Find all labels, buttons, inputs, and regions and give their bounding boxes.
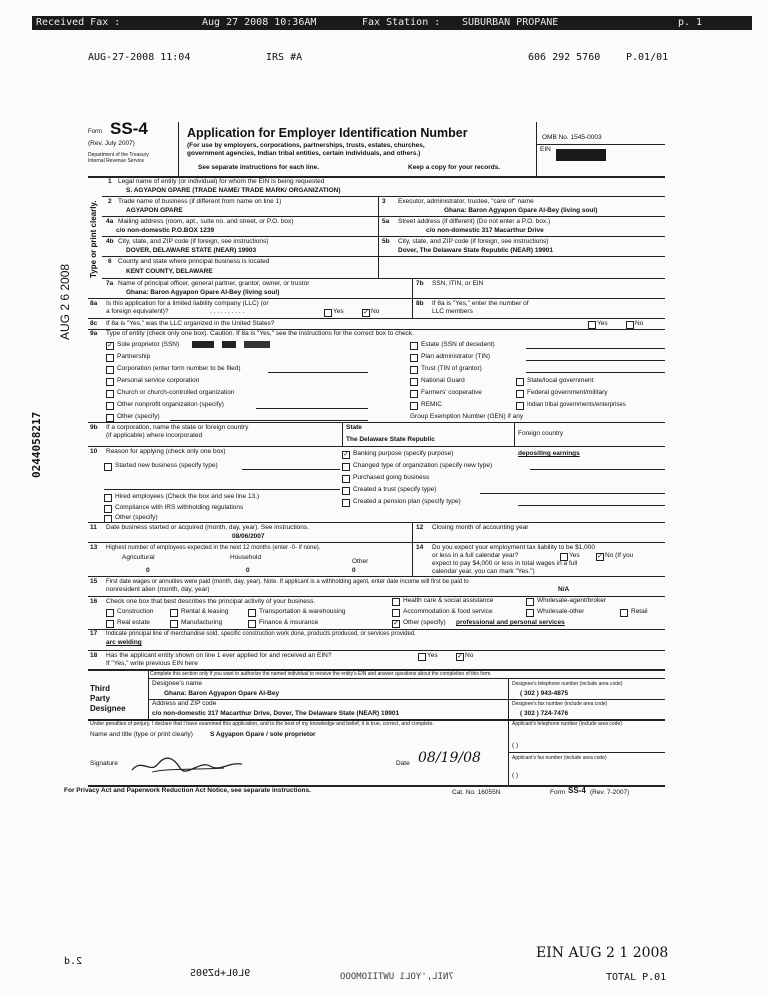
received-date-stamp: AUG 2 6 2008 bbox=[58, 263, 72, 340]
line7b-label: SSN, ITIN, or EIN bbox=[432, 280, 484, 287]
line18-label: Has the applicant entity shown on line 1 ever applied for and received an EIN? bbox=[106, 652, 332, 659]
activity-wholesale-other-checkbox[interactable] bbox=[526, 609, 534, 617]
signature-scrawl bbox=[128, 754, 248, 776]
reason-purchased-checkbox[interactable] bbox=[342, 475, 350, 483]
line18-no-checkbox[interactable]: ✓ bbox=[457, 653, 463, 660]
line14-text-2: or less in a full calendar year? bbox=[432, 552, 519, 559]
reason-pension: Created a pension plan (specify type) bbox=[353, 498, 461, 505]
entity-nonprofit-checkbox[interactable] bbox=[106, 402, 114, 410]
line5b-value: Dover, The Delaware State Republic (NEAR) 19901 bbox=[398, 247, 553, 254]
group-exemption-label: Group Exemption Number (GEN) if any bbox=[410, 413, 524, 420]
employees-household-label: Household bbox=[230, 554, 262, 561]
foreign-country-label: Foreign country bbox=[518, 430, 564, 437]
line8a-label-1: Is this application for a limited liability company (LLC) (or bbox=[106, 300, 269, 307]
designee-tel-value: ( 302 ) 943-4875 bbox=[520, 690, 569, 697]
name-title-label: Name and title (type or print clearly) bbox=[90, 731, 193, 738]
line15-label-2: nonresident alien (month, day, year) bbox=[106, 586, 210, 593]
entity-sole-proprietor: Sole proprietor (SSN) bbox=[117, 341, 180, 348]
entity-corporation: Corporation (enter form number to be filed) bbox=[117, 365, 241, 372]
reason-purchased: Purchased going business bbox=[353, 474, 430, 481]
form-ref: SS-4 bbox=[568, 786, 586, 795]
line14-no-checkbox[interactable]: ✓ bbox=[597, 553, 603, 560]
applicant-fax-label: Applicant's fax number (include area code) bbox=[512, 755, 607, 761]
activity-construction: Construction bbox=[117, 608, 154, 615]
line3-value: Ghana: Baron Agyapon Gpare Al-Bey (living soul) bbox=[444, 207, 598, 214]
document-number: 0244058217 bbox=[30, 411, 43, 478]
activity-finance: Finance & insurance bbox=[259, 619, 319, 626]
reason-started-business-checkbox[interactable] bbox=[104, 463, 112, 471]
entity-plan-admin: Plan administrator (TIN) bbox=[421, 353, 490, 360]
line8a-yes-checkbox[interactable] bbox=[324, 309, 332, 317]
line4a-value: c/o non-domestic P.O.BOX 1239 bbox=[116, 227, 215, 234]
activity-real-estate: Real estate bbox=[117, 619, 150, 626]
line10-label: Reason for applying (check only one box) bbox=[106, 448, 226, 455]
fax-received-label: Received Fax : bbox=[36, 17, 121, 28]
line14-text-4: calendar year, you can mark "Yes.") bbox=[432, 568, 535, 575]
ss4-form: Form SS-4 (Rev. July 2007) Department of the Treasury Internal Revenue Service Application for Employer Identification Number (For use by employers, corporations, partnerships, trusts, estates, churches, government agencies, Indian tribal entities, certain individuals, and others.) See separate instructions for each line. Keep a copy for your records. OMB No. 1545-0003 EIN Type or print clearly. 1 Legal name of entity (or individual) for whom the EIN is being requested S. AGYAPON GPARE (TRADE NAME/ TRADE MARK/ ORGANIZATION) 2 Trade name of business (if different from name on line 1) AGYAPON GPARE 3 Executor, administrator, trustee, "care of" name Ghana: Baron Agyapon Gpare Al-Bey (living soul) 4a Mailing address (room, apt., suite no. and street, or P.O. box) c/o non-domestic P.O.BOX 1239 5a Street address (if different) (Do not enter a P.O. box.) c/o non-domestic 317 Macarthur Drive 4b City, state, and ZIP code (if foreign, see instructions) DOVER, DELAWARE STATE (NEAR) 19903 5b City, state, and ZIP code (if foreign, see instructions) Dover, The Delaware State Republic (NEAR) 19901 6 County and state where principal business is located KENT COUNTY, DELAWARE 7a Name of principal officer, general partner, grantor, owner, or trustor Ghana: Baron Agyapon Gpare Al-Bey (living soul) 7b SSN, ITIN, or EIN 8a Is this application for a limited liability company (LLC) (or a foreign equivalent)? . . . . . . . . . . Yes ✓ No 8b If 8a is "Yes," enter the number of LLC members 8c If 8a is "Yes," was the LLC organized in the United States? Yes No 9a Type of entity (check only one box). Caution. If 8a is "Yes," see the instructions for the correct box to check. ✓ Sole proprietor (SSN) Partnership Corporation (enter form number to be filed) Personal service corporation Church or church-controlled organization Other nonprofit organization (specify) Other (specify) Estate (SSN of decedent) Plan administrator (TIN) Trust (TIN of grantor) National Guard Farmers' cooperative REMIC State/local government Federal government/military Indian tribal governments/enterprises Group Exemption Number (GEN) if any 9b If a corporation, name the state or foreign country (if applicable) where incorporated State The Delaware State Republic Foreign country 10 Reason for applying (check only one box) Started new business (specify type) Hired employees (Check the box and see line 13.) Compliance with IRS withholding regulations Other (specify) ✓ Banking purpose (specify purpose) depositing earnings Changed type of organization (specify new type) Purchased going business Created a trust (specify type) Created a pension plan (specify type) 11 Date business started or acquired (month, day, year). See instructions. 08/06/2007 12 Closing month of accounting year 13 Highest number of employees expected in the next 12 months (enter -0- if none). Agricultural Household Other 0 0 0 14 Do you expect your employment tax liability to be $1,000 or less in a full calendar year? Yes ✓ No (If you expect to pay $4,000 or less in total wages in a full calendar year, you can mark "Yes.") 15 First date wages or annuities were paid (month, day, year). Note. If applicant is a withholding agent, enter date income will first be paid to nonresident alien (month, day, year) N/A 16 Check one box that best describes the principal activity of your business. Construction Rental & leasing Transportation & warehousing Health care & social assistance Wholesale-agent/broker Real estate Manufacturing Finance & insurance Accommodation & food service Wholesale-other Retail ✓ Other (specify) professional and personal services 17 Indicate principal line of merchandise sold, specific construction work done, products produced, or services provided. arc welding 18 Has the applicant entity shown on line 1 ever applied for and received an EIN? Yes ✓ No If "Yes," write previous EIN here Complete this section only if you want to authorize the named individual to receive the entity's EIN and answer questions about the completion of this form. Third Party Designee Designee's name Ghana: Baron Agyapon Gpare Al-Bey Designee's telephone number (include area code) ( 302 ) 943-4875 Address and ZIP code c/o non-domestic 317 Macarthur Drive, Dover, The Delaware State (NEAR) 19901 Designee's fax number (include area code) ( 302 ) 724-7476 Under penalties of perjury, I declare that I have examined this application, and to the best of my knowledge and belief, it is true, correct, and complete. Applicant's telephone number (include area code) Name and title (type or print clearly) S Agyapon Gpare / sole proprietor ( ) Applicant's fax number (include area code) ( ) Signature Date 08/19/08 For Privacy Act and Paperwork Reduction Act Notice, see separate instructions. Cat. No. 16055N Form SS-4 (Rev. 7-2007) bbox=[60, 118, 665, 923]
fax-header-bar bbox=[32, 16, 752, 30]
activity-wholesale-agent: Wholesale-agent/broker bbox=[537, 597, 607, 604]
line14-text-3: expect to pay $4,000 or less in total wages in a full bbox=[432, 560, 578, 567]
line4b-value: DOVER, DELAWARE STATE (NEAR) 19903 bbox=[126, 247, 257, 254]
ein-received-stamp: EIN AUG 2 1 2008 bbox=[536, 945, 669, 961]
line8c-no-checkbox[interactable] bbox=[626, 321, 634, 329]
entity-sole-proprietor-checkbox[interactable]: ✓ bbox=[107, 342, 113, 349]
ein-redaction bbox=[556, 149, 606, 161]
entity-nonprofit: Other nonprofit organization (specify) bbox=[117, 401, 224, 408]
line17-value: arc welding bbox=[106, 639, 142, 646]
reason-created-trust-checkbox[interactable] bbox=[342, 487, 350, 495]
form-label: Form bbox=[88, 129, 102, 135]
line5a-value: c/o non-domestic 317 Macarthur Drive bbox=[426, 227, 544, 234]
employees-agricultural-value: 0 bbox=[146, 567, 150, 574]
line1-label: Legal name of entity (or individual) for whom the EIN is being requested bbox=[118, 178, 325, 185]
sender-from: IRS #A bbox=[266, 52, 303, 63]
fax-station-label: Fax Station : bbox=[362, 17, 441, 28]
fax-page: p. 1 bbox=[678, 17, 703, 28]
activity-wholesale-agent-checkbox[interactable] bbox=[526, 598, 534, 606]
entity-national-guard: National Guard bbox=[421, 377, 465, 384]
omb-number: OMB No. 1545-0003 bbox=[542, 134, 602, 141]
line14-no-label: No (If you bbox=[605, 552, 634, 559]
designee-title-1: Third bbox=[90, 684, 110, 693]
line11-value: 08/06/2007 bbox=[232, 533, 265, 540]
mirrored-stamp-1: 2.d bbox=[64, 956, 83, 967]
reason-banking-checkbox[interactable]: ✓ bbox=[343, 451, 349, 458]
line8c-no-label: No bbox=[635, 320, 644, 327]
line6-value: KENT COUNTY, DELAWARE bbox=[126, 268, 213, 275]
reason-changed-type-checkbox[interactable] bbox=[342, 463, 350, 471]
activity-accommodation-checkbox[interactable] bbox=[392, 609, 400, 617]
reason-compliance: Compliance with IRS withholding regulations bbox=[115, 504, 244, 511]
line18-sub: If "Yes," write previous EIN here bbox=[106, 660, 198, 667]
line2-value: AGYAPON GPARE bbox=[126, 207, 183, 214]
line18-no-label: No bbox=[465, 652, 474, 659]
line11-label: Date business started or acquired (month, day, year). See instructions. bbox=[106, 524, 309, 531]
entity-farmers-coop: Farmers' cooperative bbox=[421, 389, 482, 396]
entity-personal-service: Personal service corporation bbox=[117, 377, 200, 384]
sender-phone: 606 292 5760 bbox=[528, 52, 601, 63]
reason-other: Other (specify) bbox=[115, 514, 158, 521]
line3-label: Executor, administrator, trustee, "care of" name bbox=[398, 198, 534, 205]
form-ref-label: Form bbox=[550, 789, 566, 796]
signature-label: Signature bbox=[90, 760, 118, 767]
line15-label-1: First date wages or annuities were paid (month, day, year). Note. If applicant is a withholding agent, enter date income will first be paid to bbox=[106, 579, 469, 585]
reason-banking: Banking purpose (specify purpose) bbox=[353, 450, 454, 457]
designee-title-3: Designee bbox=[90, 704, 126, 713]
entity-plan-admin-checkbox[interactable] bbox=[410, 354, 418, 362]
activity-transportation: Transportation & warehousing bbox=[259, 608, 346, 615]
entity-state-local: State/local government bbox=[527, 377, 594, 384]
line9b-label-2: (if applicable) where incorporated bbox=[106, 432, 203, 439]
sender-date: AUG-27-2008 11:04 bbox=[88, 52, 191, 63]
designee-address-label: Address and ZIP code bbox=[152, 700, 217, 707]
entity-state-local-checkbox[interactable] bbox=[516, 378, 524, 386]
designee-tel-label: Designee's telephone number (include area code) bbox=[512, 681, 623, 687]
line2-label: Trade name of business (if different from name on line 1) bbox=[118, 198, 282, 205]
activity-rental: Rental & leasing bbox=[181, 608, 229, 615]
entity-trust-checkbox[interactable] bbox=[410, 366, 418, 374]
activity-other: Other (specify) bbox=[403, 619, 446, 626]
designee-fax-label: Designee's fax number (include area code) bbox=[512, 701, 608, 707]
line5a-label: Street address (if different) (Do not enter a P.O. box.) bbox=[398, 218, 551, 225]
form-ref-rev: (Rev. 7-2007) bbox=[590, 789, 630, 796]
activity-real-estate-checkbox[interactable] bbox=[106, 620, 114, 628]
sender-page: P.01/01 bbox=[626, 52, 669, 63]
line8c-label: If 8a is "Yes," was the LLC organized in the United States? bbox=[106, 320, 275, 327]
ssn-redaction-2 bbox=[222, 341, 236, 348]
line8a-no-label: No bbox=[371, 308, 380, 315]
entity-personal-service-checkbox[interactable] bbox=[106, 378, 114, 386]
designee-intro: Complete this section only if you want to authorize the named individual to receive the entity's EIN and answer questions about the completion of this form. bbox=[150, 671, 492, 677]
entity-other: Other (specify) bbox=[117, 413, 160, 420]
activity-transportation-checkbox[interactable] bbox=[248, 609, 256, 617]
designee-fax-value: ( 302 ) 724-7476 bbox=[520, 710, 569, 717]
cat-number: Cat. No. 16055N bbox=[452, 789, 501, 796]
line9a-label: Type of entity (check only one box). Caution. If 8a is "Yes," see the instructions for the correct box to check. bbox=[106, 330, 414, 337]
form-subtitle-1: (For use by employers, corporations, partnerships, trusts, estates, churches, bbox=[187, 142, 425, 149]
activity-manufacturing-checkbox[interactable] bbox=[170, 620, 178, 628]
form-id: SS-4 bbox=[110, 119, 148, 138]
line7a-label: Name of principal officer, general partner, grantor, owner, or trustor bbox=[118, 280, 310, 287]
entity-corporation-checkbox[interactable] bbox=[106, 366, 114, 374]
line13-label: Highest number of employees expected in the next 12 months (enter -0- if none). bbox=[106, 545, 321, 551]
line8b-label-2: LLC members bbox=[432, 308, 473, 315]
type-or-print-label: Type or print clearly. bbox=[89, 200, 98, 278]
activity-other-checkbox[interactable]: ✓ bbox=[393, 620, 399, 627]
activity-health-care: Health care & social assistance bbox=[403, 597, 494, 604]
signature-date-value: 08/19/08 bbox=[418, 750, 481, 766]
designee-title-2: Party bbox=[90, 694, 111, 703]
line6-label: County and state where principal business is located bbox=[118, 258, 270, 265]
applicant-fax-value: ( ) bbox=[512, 772, 519, 779]
entity-church-checkbox[interactable] bbox=[106, 390, 114, 398]
line14-text-1: Do you expect your employment tax liability to be $1,000 bbox=[432, 544, 595, 551]
line16-label: Check one box that best describes the principal activity of your business. bbox=[106, 598, 316, 605]
ssn-redaction-1 bbox=[192, 341, 214, 348]
form-rev: (Rev. July 2007) bbox=[88, 140, 135, 147]
see-instructions: See separate instructions for each line. bbox=[198, 164, 320, 171]
activity-rental-checkbox[interactable] bbox=[170, 609, 178, 617]
fax-datetime: Aug 27 2008 10:36AM bbox=[202, 17, 317, 28]
form-irs: Internal Revenue Service bbox=[88, 158, 145, 164]
reason-pension-checkbox[interactable] bbox=[342, 499, 350, 507]
designee-address-value: c/o non-domestic 317 Macarthur Drive, Dover, The Delaware State (NEAR) 19901 bbox=[152, 710, 400, 717]
reason-created-trust: Created a trust (specify type) bbox=[353, 486, 437, 493]
entity-church: Church or church-controlled organization bbox=[117, 389, 235, 396]
activity-finance-checkbox[interactable] bbox=[248, 620, 256, 628]
employees-other-label: Other bbox=[352, 558, 369, 565]
activity-accommodation: Accommodation & food service bbox=[403, 608, 493, 615]
line5b-label: City, state, and ZIP code (if foreign, see instructions) bbox=[398, 238, 549, 245]
line1-value: S. AGYAPON GPARE (TRADE NAME/ TRADE MARK/ ORGANIZATION) bbox=[126, 187, 341, 194]
applicant-tel-label: Applicant's telephone number (include area code) bbox=[512, 721, 622, 727]
activity-construction-checkbox[interactable] bbox=[106, 609, 114, 617]
entity-other-checkbox[interactable] bbox=[106, 414, 114, 422]
mirrored-stamp-3: 7NIL,'YOL1 UWTIIOMOOO bbox=[340, 972, 454, 982]
entity-indian-tribal: Indian tribal governments/enterprises bbox=[527, 402, 626, 408]
line18-yes-checkbox[interactable] bbox=[418, 653, 426, 661]
designee-name-label: Designee's name bbox=[152, 680, 203, 687]
designee-name-value: Ghana: Baron Agyapon Gpare Al-Bey bbox=[164, 690, 280, 697]
line4b-label: City, state, and ZIP code (if foreign, see instructions) bbox=[118, 238, 269, 245]
line8c-yes-label: Yes bbox=[597, 320, 608, 327]
total-pages: TOTAL P.01 bbox=[606, 972, 667, 983]
entity-partnership: Partnership bbox=[117, 353, 151, 360]
entity-remic-checkbox[interactable] bbox=[410, 402, 418, 410]
entity-farmers-coop-checkbox[interactable] bbox=[410, 390, 418, 398]
reason-hired-employees: Hired employees (Check the box and see line 13.) bbox=[115, 493, 260, 500]
state-label: State bbox=[346, 424, 362, 431]
line8a-label-2: a foreign equivalent)? bbox=[106, 308, 169, 315]
entity-estate: Estate (SSN of decedent) bbox=[421, 341, 495, 348]
perjury-statement: Under penalties of perjury, I declare that I have examined this application, and to the best of my knowledge and belief, it is true, correct, and complete. bbox=[90, 721, 434, 727]
activity-retail-checkbox[interactable] bbox=[620, 609, 628, 617]
entity-federal-checkbox[interactable] bbox=[516, 390, 524, 398]
employees-agricultural-label: Agricultural bbox=[122, 554, 155, 561]
line4a-label: Mailing address (room, apt., suite no. and street, or P.O. box) bbox=[118, 218, 294, 225]
entity-estate-checkbox[interactable] bbox=[410, 342, 418, 350]
activity-retail: Retail bbox=[631, 608, 648, 615]
line17-label: Indicate principal line of merchandise sold, specific construction work done, products produced, or services provided. bbox=[106, 631, 416, 637]
line9b-label-1: If a corporation, name the state or foreign country bbox=[106, 424, 249, 431]
applicant-tel-value: ( ) bbox=[512, 742, 519, 749]
mirrored-stamp-2: 9L0L+bZ90S bbox=[190, 968, 251, 979]
fax-station: SUBURBAN PROPANE bbox=[462, 17, 559, 28]
form-subtitle-2: government agencies, Indian tribal entities, certain individuals, and others.) bbox=[187, 150, 421, 157]
activity-manufacturing: Manufacturing bbox=[181, 619, 223, 626]
privacy-notice: For Privacy Act and Paperwork Reduction Act Notice, see separate instructions. bbox=[64, 787, 311, 794]
form-title: Application for Employer Identification Number bbox=[187, 126, 468, 140]
entity-federal: Federal government/military bbox=[527, 389, 608, 396]
employees-household-value: 0 bbox=[246, 567, 250, 574]
ein-label: EIN bbox=[540, 146, 551, 153]
reason-compliance-checkbox[interactable] bbox=[104, 505, 112, 513]
entity-remic: REMIC bbox=[421, 401, 442, 408]
state-value: The Delaware State Republic bbox=[346, 436, 435, 443]
banking-purpose-value: depositing earnings bbox=[518, 450, 580, 457]
line8c-yes-checkbox[interactable] bbox=[588, 321, 596, 329]
line7a-value: Ghana: Baron Agyapon Gpare Al-Bey (living soul) bbox=[126, 289, 280, 296]
line12-label: Closing month of accounting year bbox=[432, 524, 529, 531]
entity-national-guard-checkbox[interactable] bbox=[410, 378, 418, 386]
activity-wholesale-other: Wholesale-other bbox=[537, 608, 585, 615]
activity-health-care-checkbox[interactable] bbox=[392, 598, 400, 606]
employees-other-value: 0 bbox=[352, 567, 356, 574]
ssn-redaction-3 bbox=[244, 341, 270, 348]
line8a-no-checkbox[interactable]: ✓ bbox=[363, 309, 369, 316]
reason-changed-type: Changed type of organization (specify new type) bbox=[353, 462, 493, 469]
line8b-label-1: If 8a is "Yes," enter the number of bbox=[432, 300, 529, 307]
line8a-yes-label: Yes bbox=[333, 308, 344, 315]
form-dept: Department of the Treasury bbox=[88, 152, 149, 158]
entity-indian-tribal-checkbox[interactable] bbox=[516, 402, 524, 410]
date-label: Date bbox=[396, 760, 410, 767]
entity-partnership-checkbox[interactable] bbox=[106, 354, 114, 362]
keep-copy: Keep a copy for your records. bbox=[408, 164, 501, 171]
line14-yes-label: Yes bbox=[569, 552, 580, 559]
entity-trust: Trust (TIN of grantor) bbox=[421, 365, 482, 372]
reason-started-business: Started new business (specify type) bbox=[115, 462, 218, 469]
line18-yes-label: Yes bbox=[427, 652, 438, 659]
activity-other-value: professional and personal services bbox=[456, 619, 565, 626]
line15-value: N/A bbox=[558, 586, 570, 593]
name-title-value: S Agyapon Gpare / sole proprietor bbox=[210, 731, 316, 738]
reason-hired-employees-checkbox[interactable] bbox=[104, 494, 112, 502]
